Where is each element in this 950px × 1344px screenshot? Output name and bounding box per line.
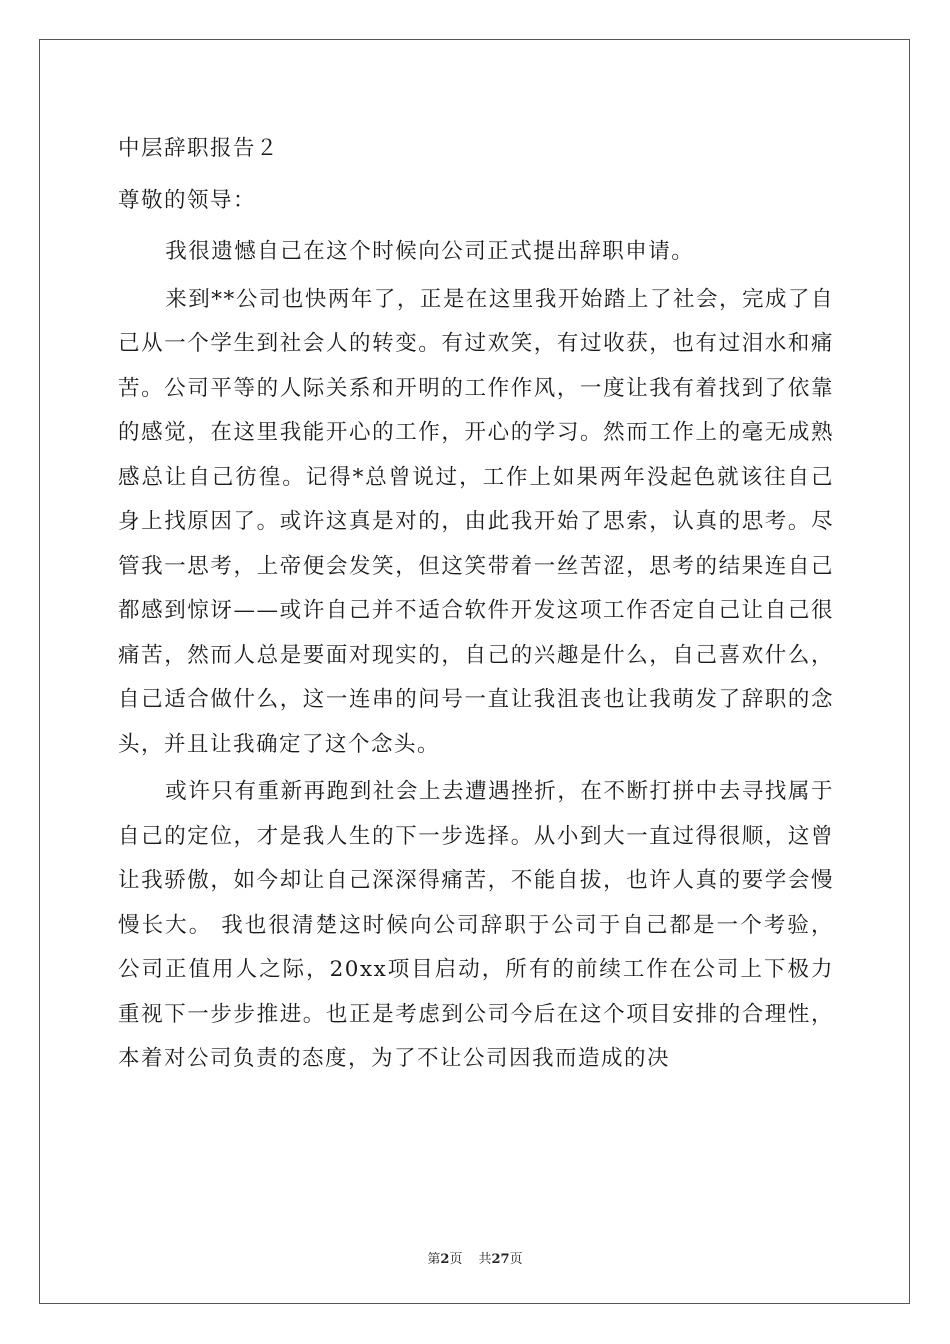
- total-prefix: 共: [478, 1252, 492, 1267]
- paragraph: 来到**公司也快两年了，正是在这里我开始踏上了社会，完成了自己从一个学生到社会人的转变。有过欢笑，有过收获，也有过泪水和痛苦。公司平等的人际关系和开明的工作作风，一度让我有着找到了依靠的感觉，在这里我能开心的工作，开心的学习。然而工作上的毫无成熟感总让自己彷徨。记得*总曾说过，工作上如果两年没起色就该往自己身上找原因了。或许这真是对的，由此我开始了思索，认真的思考。尽管我一思考，上帝便会发笑，但这笑带着一丝苦涩，思考的结果连自己都感到惊讶——或许自己并不适合软件开发这项工作否定自己让自己很痛苦，然而人总是要面对现实的，自己的兴趣是什么，自己喜欢什么，自己适合做什么，这一连串的问号一直让我沮丧也让我萌发了辞职的念头，并且让我确定了这个念头。: [118, 286, 834, 757]
- paragraph: 我很遗憾自己在这个时候向公司正式提出辞职申请。: [165, 239, 695, 264]
- document-body: [118, 128, 834, 1085]
- page-footer: [0, 1248, 950, 1267]
- salutation: 尊敬的领导：: [118, 188, 257, 213]
- paragraph: 或许只有重新再跑到社会上去遭遇挫折，在不断打拼中去寻找属于自己的定位，才是我人生的下一步选择。从小到大一直过得很顺，这曾让我骄傲，如今却让自己深深得痛苦，不能自拔，也许人真的要学会慢慢长大。 我也很清楚这时候向公司辞职于公司于自己都是一个考验，公司正值用人之际，20xx项目启动，所有的前续工作在公司上下极力重视下一步步推进。也正是考虑到公司今后在这个项目安排的合理性，本着对公司负责的态度，为了不让公司因我而造成的决: [118, 779, 834, 1071]
- page-total: 27: [491, 1252, 510, 1267]
- page-current: 2: [440, 1252, 450, 1267]
- page-suffix: 页: [449, 1252, 463, 1267]
- total-suffix: 页: [509, 1252, 523, 1267]
- document-title: 中层辞职报告２: [118, 136, 280, 161]
- page-prefix: 第: [427, 1252, 441, 1267]
